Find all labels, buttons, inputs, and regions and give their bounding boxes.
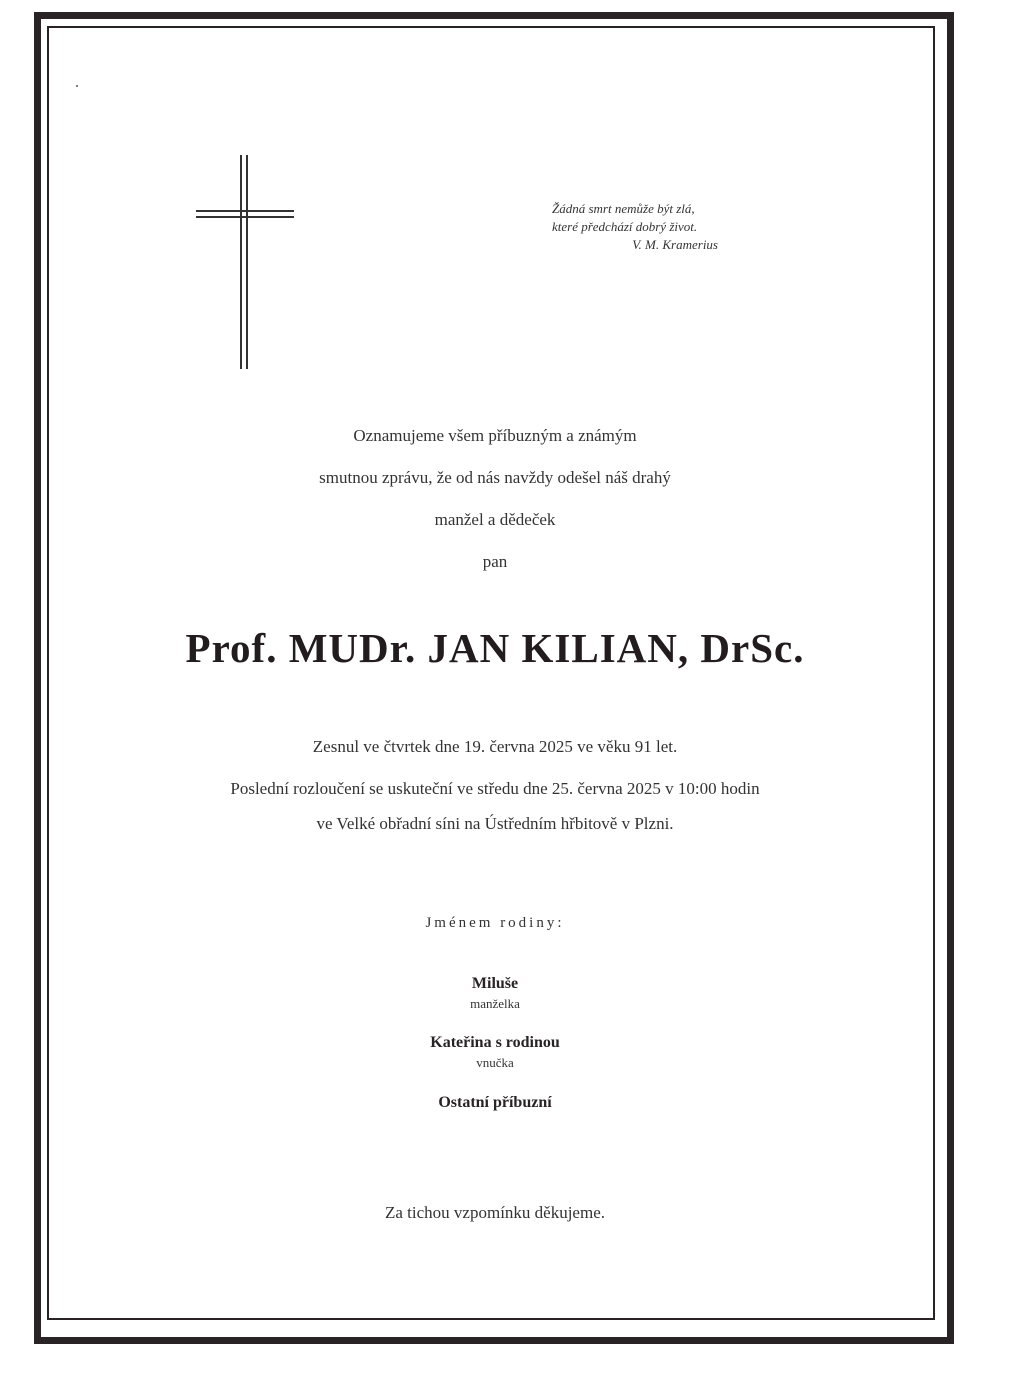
family-member-name: Kateřina s rodinou — [430, 1034, 560, 1051]
cross-icon — [196, 155, 294, 369]
family-member-name: Ostatní příbuzní — [438, 1094, 552, 1111]
family-member-role: manželka — [470, 996, 520, 1011]
announcement-line: pan — [482, 552, 508, 571]
inner-border — [47, 26, 935, 1320]
family-heading: Jménem rodiny: — [425, 915, 565, 931]
announcement-line: manžel a dědeček — [434, 510, 556, 529]
announcement-line: smutnou zprávu, že od nás navždy odešel náš drahý — [319, 468, 671, 487]
quote — [540, 200, 740, 254]
deceased-name: Prof. MUDr. JAN KILIAN, DrSc. — [185, 625, 805, 671]
quote-author: V. M. Kramerius — [632, 237, 718, 252]
closing-line: Za tichou vzpomínku děkujeme. — [385, 1203, 605, 1222]
funeral-details: Poslední rozloučení se uskuteční ve středu dne 25. června 2025 v 10:00 hodin — [230, 779, 760, 798]
quote-line: které předchází dobrý život. — [552, 219, 698, 234]
scan-speck — [76, 85, 78, 87]
quote-line: Žádná smrt nemůže být zlá, — [552, 201, 695, 216]
death-details: Zesnul ve čtvrtek dne 19. června 2025 ve věku 91 let. — [312, 737, 678, 756]
family-member-role: vnučka — [476, 1055, 514, 1070]
announcement-line: Oznamujeme všem příbuzným a známým — [353, 426, 637, 445]
family-member-name: Miluše — [471, 975, 519, 992]
funeral-location: ve Velké obřadní síni na Ústředním hřbitově v Plzni. — [316, 814, 674, 833]
